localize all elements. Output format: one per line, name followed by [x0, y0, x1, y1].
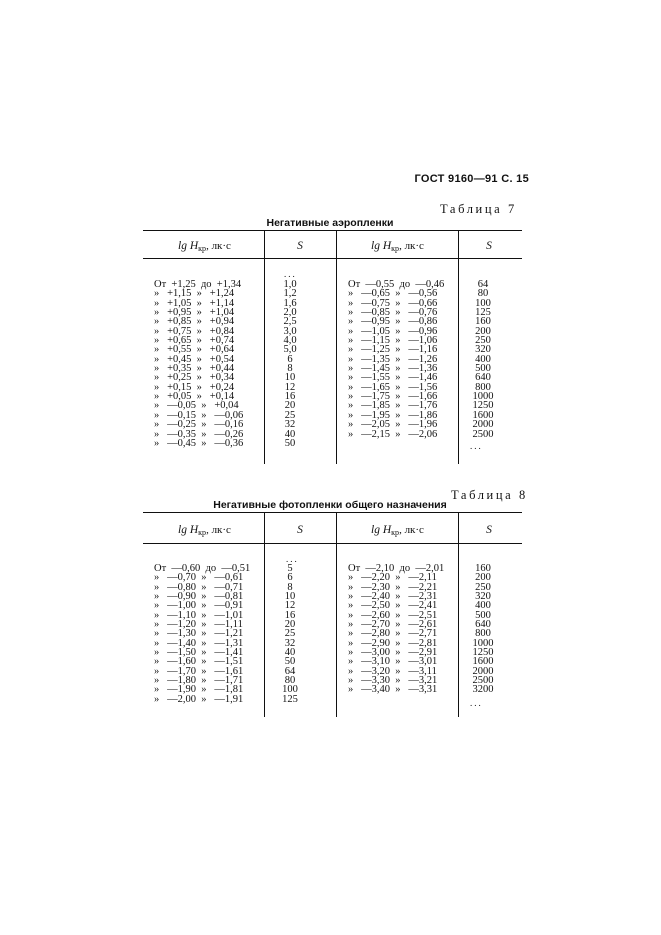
table7-range-cell: » +0,45 » +0,54	[154, 353, 235, 365]
table8-range-cell: » —2,30 » —2,21	[348, 581, 438, 593]
table7-s-cell: 12	[284, 381, 296, 393]
table7-s-cell: 160	[475, 316, 491, 328]
table8-s-cell: 50	[284, 656, 296, 668]
table7-s-cell: 1,0	[283, 279, 297, 290]
table8-range-cell: » —3,10 » —3,01	[348, 656, 438, 668]
table8-s-cell: 640	[475, 619, 491, 631]
table7-range-cell: » +0,25 » +0,34	[154, 372, 235, 384]
table7-s-cell: 1000	[472, 391, 494, 403]
table8-right-range-column	[348, 564, 458, 695]
table7-range-cell: » —0,15 » —0,06	[154, 409, 244, 421]
table8-range-cell: От —2,10 до —2,01	[348, 563, 445, 574]
table8-top-rule	[143, 512, 522, 513]
table7-range-cell: » —1,05 » —0,96	[348, 325, 438, 337]
table7-right-range-column	[348, 280, 458, 439]
table8-s-cell: 100	[282, 684, 298, 696]
table7-range-cell: » +0,75 » +0,84	[154, 325, 235, 337]
table7-s-cell: 1,2	[283, 288, 297, 300]
table7-s-cell: 40	[284, 428, 296, 440]
table7-range-cell: » —1,75 » —1,66	[348, 391, 438, 403]
table8-range-cell: » —3,20 » —3,11	[348, 665, 437, 677]
table7-continuation-dots-bottom: ...	[470, 441, 483, 451]
table7-s-cell: 100	[475, 297, 491, 309]
table8-s-cell: 40	[284, 647, 296, 659]
table8-s-cell: 16	[284, 609, 296, 621]
table7-range-cell: » +1,15 » +1,24	[154, 288, 235, 300]
table8-s-cell: 2000	[472, 665, 494, 677]
table8-range-cell: » —2,00 » —1,91	[154, 693, 244, 705]
table8-label: Таблица 8	[451, 488, 528, 502]
table7-label: Таблица 7	[440, 202, 517, 216]
table8-s-cell: 80	[284, 675, 296, 687]
table8-s-cell: 20	[284, 619, 296, 631]
table8-range-cell: » —2,60 » —2,51	[348, 609, 438, 621]
table8-s-cell: 6	[287, 572, 293, 584]
table7-range-cell: » —0,35 » —0,26	[154, 428, 244, 440]
table7-s-cell: 2,0	[283, 307, 297, 319]
table7-s-cell: 32	[284, 419, 296, 431]
table7-divider-2	[336, 231, 337, 464]
table7-s-cell: 3,0	[283, 325, 297, 337]
table8-range-cell: » —0,90 » —0,81	[154, 591, 244, 603]
table8-range-cell: » —0,70 » —0,61	[154, 572, 244, 584]
table7-range-cell: От +1,25 до +1,34	[154, 279, 242, 290]
table8-s-cell: 25	[284, 628, 296, 640]
table8-s-cell: 64	[284, 665, 296, 677]
table7-range-cell: » —2,15 » —2,06	[348, 428, 438, 440]
table7-divider-1	[264, 231, 265, 464]
table8-header-lg-right: $\lg H_{кр}$, лк·с	[371, 524, 424, 537]
table7-range-cell: » —1,45 » —1,36	[348, 363, 438, 375]
table7-range-cell: » —1,65 » —1,56	[348, 381, 438, 393]
table7-caption: Негативные аэропленки	[266, 217, 394, 229]
table7-s-cell: 1,6	[283, 297, 297, 309]
table8-range-cell: » —2,50 » —2,41	[348, 600, 438, 612]
table7-s-cell: 16	[284, 391, 296, 403]
table7-range-cell: » —1,25 » —1,16	[348, 344, 438, 356]
table8-left-s-column	[270, 564, 310, 704]
table7-divider-3	[458, 231, 459, 464]
table8-range-cell: » —3,30 » —3,21	[348, 675, 438, 687]
table8-range-cell: От —0,60 до —0,51	[154, 563, 251, 574]
table8-s-cell: 125	[282, 693, 298, 705]
table7-s-cell: 500	[475, 363, 491, 375]
table7-range-cell: » +0,85 » +0,94	[154, 316, 235, 328]
table7-range-cell: » +0,95 » +1,04	[154, 307, 235, 319]
table8-s-cell: 800	[475, 628, 491, 640]
table7-s-cell: 250	[475, 335, 491, 347]
table7-s-cell: 640	[475, 372, 491, 384]
table7-s-cell: 1250	[472, 400, 494, 412]
table7-s-cell: 25	[284, 409, 296, 421]
table8-range-cell: » —3,40 » —3,31	[348, 684, 438, 696]
table7-range-cell: » —0,95 » —0,86	[348, 316, 438, 328]
table8-s-cell: 1250	[472, 647, 494, 659]
table8-s-cell: 1600	[472, 656, 494, 668]
page-header: ГОСТ 9160—91 С. 15	[414, 173, 529, 185]
table8-range-cell: » —3,00 » —2,91	[348, 647, 438, 659]
table7-range-cell: » —1,55 » —1,46	[348, 372, 438, 384]
table7-s-cell: 64	[477, 279, 489, 290]
table7-s-cell: 2500	[472, 428, 494, 440]
table8-s-cell: 12	[284, 600, 296, 612]
table7-range-cell: » —1,35 » —1,26	[348, 353, 438, 365]
table7-range-cell: » —1,15 » —1,06	[348, 335, 438, 347]
table8-continuation-dots-top: ...	[286, 554, 299, 564]
table7-continuation-dots-top: ...	[284, 269, 297, 279]
table7-range-cell: » +0,55 » +0,64	[154, 344, 235, 356]
table8-range-cell: » —1,70 » —1,61	[154, 665, 244, 677]
table7-s-cell: 10	[284, 372, 296, 384]
table7-s-cell: 8	[287, 363, 293, 375]
table7-s-cell: 5,0	[283, 344, 297, 356]
table7-s-cell: 1600	[472, 409, 494, 421]
table8-s-cell: 400	[475, 600, 491, 612]
table8-range-cell: » —1,60 » —1,51	[154, 656, 244, 668]
table7-range-cell: » —0,75 » —0,66	[348, 297, 438, 309]
table8-s-cell: 250	[475, 581, 491, 593]
table7-s-cell: 20	[284, 400, 296, 412]
table8-caption: Негативные фотопленки общего назначения	[213, 499, 447, 511]
table8-left-range-column	[154, 564, 264, 704]
table7-s-cell: 2,5	[283, 316, 297, 328]
table8-range-cell: » —1,10 » —1,01	[154, 609, 244, 621]
table7-s-cell: 200	[475, 325, 491, 337]
table7-header-lg-right: $\lg H_{кр}$, лк·с	[371, 240, 424, 253]
table7-s-cell: 6	[287, 353, 293, 365]
table7-header-s-right: S	[486, 240, 492, 252]
table8-s-cell: 8	[287, 581, 293, 593]
table7-range-cell: » +1,05 » +1,14	[154, 297, 235, 309]
table8-range-cell: » —1,50 » —1,41	[154, 647, 244, 659]
table7-s-cell: 125	[475, 307, 491, 319]
table8-range-cell: » —1,80 » —1,71	[154, 675, 244, 687]
table8-s-cell: 10	[284, 591, 296, 603]
table8-continuation-dots-bottom: ...	[470, 698, 483, 708]
table7-range-cell: » +0,05 » +0,14	[154, 391, 235, 403]
table7-range-cell: » —0,45 » —0,36	[154, 437, 244, 449]
table8-header-rule	[143, 543, 522, 544]
table8-range-cell: » —1,40 » —1,31	[154, 637, 244, 649]
table7-s-cell: 400	[475, 353, 491, 365]
table8-s-cell: 5	[287, 563, 293, 574]
table7-s-cell: 320	[475, 344, 491, 356]
table8-header-s-left: S	[297, 524, 303, 536]
table7-header-lg-left: $\lg H_{кр}$, лк·с	[178, 240, 231, 253]
table8-right-s-column	[462, 564, 504, 695]
table8-s-cell: 500	[475, 609, 491, 621]
table7-range-cell: » —0,25 » —0,16	[154, 419, 244, 431]
table7-range-cell: » —1,95 » —1,86	[348, 409, 438, 421]
table8-range-cell: » —1,20 » —1,11	[154, 619, 243, 631]
table8-s-cell: 320	[475, 591, 491, 603]
table8-header-lg-left: $\lg H_{кр}$, лк·с	[178, 524, 231, 537]
table7-s-cell: 50	[284, 437, 296, 449]
table7-s-cell: 800	[475, 381, 491, 393]
table7-top-rule	[143, 230, 522, 231]
table8-range-cell: » —2,90 » —2,81	[348, 637, 438, 649]
table7-right-s-column	[462, 280, 504, 439]
table8-range-cell: » —2,70 » —2,61	[348, 619, 438, 631]
table8-s-cell: 200	[475, 572, 491, 584]
table7-range-cell: » —1,85 » —1,76	[348, 400, 438, 412]
table7-s-cell: 4,0	[283, 335, 297, 347]
table7-range-cell: » —0,05 » +0,04	[154, 400, 239, 412]
table8-range-cell: » —2,80 » —2,71	[348, 628, 438, 640]
table7-range-cell: » —0,65 » —0,56	[348, 288, 438, 300]
table8-range-cell: » —1,90 » —1,81	[154, 684, 244, 696]
table7-range-cell: » +0,15 » +0,24	[154, 381, 235, 393]
table8-s-cell: 32	[284, 637, 296, 649]
table8-range-cell: » —1,00 » —0,91	[154, 600, 244, 612]
table8-s-cell: 160	[475, 563, 491, 574]
table8-range-cell: » —0,80 » —0,71	[154, 581, 244, 593]
table7-range-cell: От —0,55 до —0,46	[348, 279, 445, 290]
table7-header-s-left: S	[297, 240, 303, 252]
table7-s-cell: 80	[477, 288, 489, 300]
table8-range-cell: » —2,20 » —2,11	[348, 572, 437, 584]
table7-header-rule	[143, 258, 522, 259]
table8-s-cell: 1000	[472, 637, 494, 649]
table7-range-cell: » —0,85 » —0,76	[348, 307, 438, 319]
table7-left-range-column	[154, 280, 264, 448]
table7-range-cell: » +0,65 » +0,74	[154, 335, 235, 347]
table8-s-cell: 2500	[472, 675, 494, 687]
table8-range-cell: » —1,30 » —1,21	[154, 628, 244, 640]
table7-s-cell: 2000	[472, 419, 494, 431]
table7-left-s-column	[270, 280, 310, 448]
table8-s-cell: 3200	[472, 684, 494, 696]
table7-range-cell: » +0,35 » +0,44	[154, 363, 235, 375]
table8-header-s-right: S	[486, 524, 492, 536]
table7-range-cell: » —2,05 » —1,96	[348, 419, 438, 431]
table8-range-cell: » —2,40 » —2,31	[348, 591, 438, 603]
